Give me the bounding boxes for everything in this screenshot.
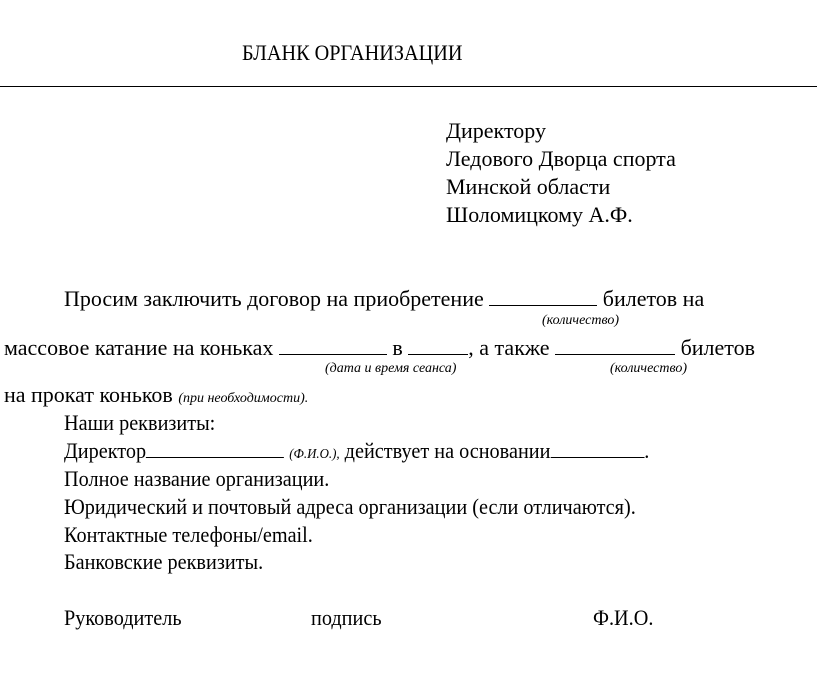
addressee-line: Минской области xyxy=(446,174,611,199)
director-name-blank[interactable] xyxy=(146,439,284,458)
addressee-line: Шоломицкому А.Ф. xyxy=(446,202,633,227)
body-text: в xyxy=(392,335,403,360)
body-text: , а также xyxy=(468,335,550,360)
hint-if-needed: (при необходимости). xyxy=(178,391,309,406)
letterhead-title: БЛАНК ОРГАНИЗАЦИИ xyxy=(242,40,463,65)
quantity-blank-2[interactable] xyxy=(555,336,675,355)
requisite-item: Полное название организации. xyxy=(64,466,330,491)
basis-end: . xyxy=(644,438,650,463)
body-line-3 xyxy=(4,382,308,408)
body-text: Просим заключить договор на приобретение xyxy=(64,286,484,311)
requisite-item: Юридический и почтовый адреса организации (если отличаются). xyxy=(64,494,636,519)
body-line-1 xyxy=(64,286,704,312)
body-text: билетов на xyxy=(602,286,705,311)
hint-quantity-2: (количество) xyxy=(610,361,688,376)
datetime-blank[interactable] xyxy=(279,336,387,355)
signature-sign-label: подпись xyxy=(311,605,382,630)
hint-quantity-1: (количество) xyxy=(542,313,620,328)
requisite-item: Банковские реквизиты. xyxy=(64,549,264,574)
signature-name-label: Ф.И.О. xyxy=(593,605,654,630)
addressee-line: Директору xyxy=(446,118,546,143)
requisites-heading: Наши реквизиты: xyxy=(64,410,216,435)
body-text: на прокат коньков xyxy=(4,382,173,407)
director-line xyxy=(64,438,649,464)
basis-blank[interactable] xyxy=(550,439,644,458)
director-label: Директор xyxy=(64,438,147,463)
header-divider xyxy=(0,86,817,87)
requisite-item: Контактные телефоны/email. xyxy=(64,522,313,547)
signature-head-label: Руководитель xyxy=(64,605,182,630)
basis-text: действует на основании xyxy=(344,438,551,463)
body-line-2 xyxy=(4,335,755,361)
quantity-blank-1[interactable] xyxy=(489,287,597,306)
body-text: массовое катание на коньках xyxy=(4,335,274,360)
addressee-line: Ледового Дворца спорта xyxy=(446,146,676,171)
body-text: билетов xyxy=(680,335,755,360)
director-hint: (Ф.И.О.), xyxy=(289,447,340,462)
hint-datetime: (дата и время сеанса) xyxy=(325,361,457,376)
time-blank[interactable] xyxy=(408,336,468,355)
